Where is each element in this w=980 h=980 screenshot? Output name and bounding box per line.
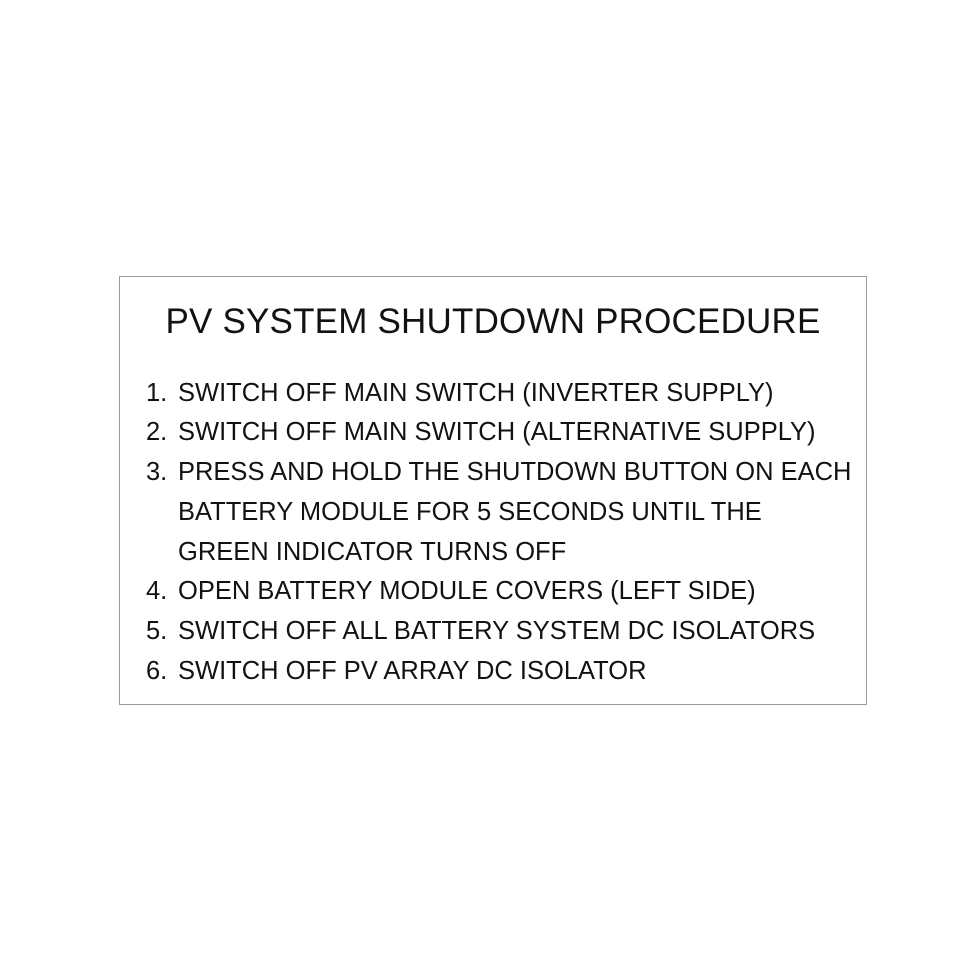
- list-item: [120, 612, 866, 652]
- step-text: SWITCH OFF MAIN SWITCH (INVERTER SUPPLY): [178, 378, 774, 407]
- step-text: PRESS AND HOLD THE SHUTDOWN BUTTON ON EACH BATTERY MODULE FOR 5 SECONDS UNTIL THE GREEN INDICATOR TURNS OFF: [178, 458, 852, 566]
- step-number: 6.: [146, 656, 168, 685]
- list-item: [120, 453, 866, 572]
- step-number: 2.: [146, 418, 168, 447]
- page-title: PV SYSTEM SHUTDOWN PROCEDURE: [165, 302, 821, 341]
- step-number: 3.: [146, 458, 168, 487]
- step-text: SWITCH OFF MAIN SWITCH (ALTERNATIVE SUPPLY): [178, 418, 816, 447]
- step-text: OPEN BATTERY MODULE COVERS (LEFT SIDE): [178, 577, 756, 606]
- shutdown-procedure-placard: [119, 276, 867, 705]
- step-number: 1.: [146, 378, 168, 407]
- list-item: [120, 374, 866, 414]
- list-item: [120, 572, 866, 612]
- list-item: [120, 652, 866, 692]
- step-number: 5.: [146, 617, 168, 646]
- step-text: SWITCH OFF PV ARRAY DC ISOLATOR: [178, 656, 647, 685]
- step-number: 4.: [146, 577, 168, 606]
- procedure-step-list: [120, 342, 866, 692]
- step-text: SWITCH OFF ALL BATTERY SYSTEM DC ISOLATORS: [178, 617, 816, 646]
- list-item: [120, 413, 866, 453]
